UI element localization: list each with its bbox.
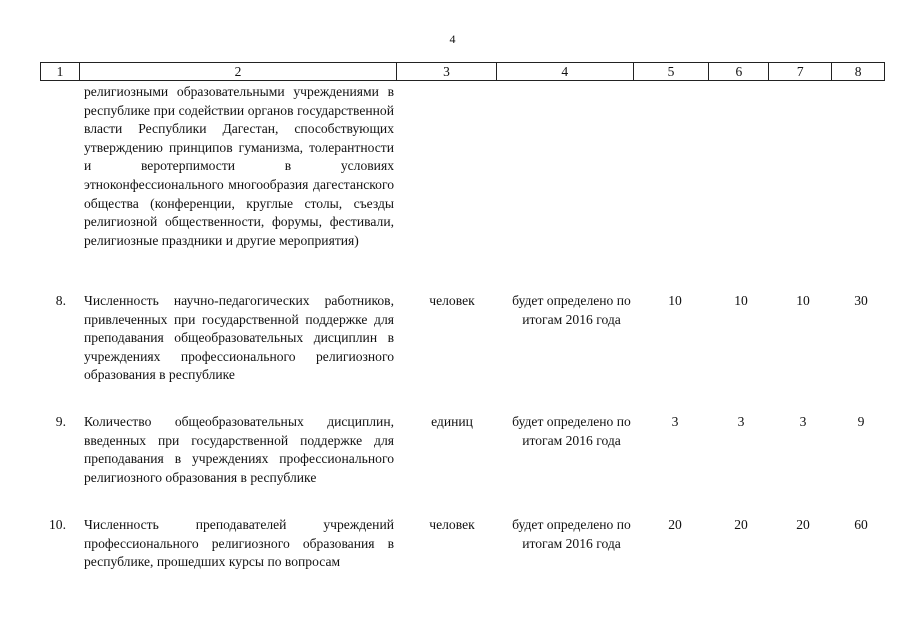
header-col-1: 1 [41, 63, 80, 80]
row-value-col5: 3 [671, 414, 679, 429]
row-value-col5: 10 [668, 293, 682, 308]
row-description: Численность преподавателей учреждений профессионального религиозного образования в республике, прошедших курсы по вопросам [84, 517, 394, 570]
table-header-row [40, 62, 885, 81]
row-note: будет определено по итогам 2016 года [512, 414, 631, 448]
row-value-col6: 10 [734, 293, 748, 308]
header-col-4: 4 [497, 63, 634, 80]
header-col-6: 6 [709, 63, 769, 80]
row-number: 9. [55, 414, 66, 429]
row-unit: человек [429, 293, 475, 308]
header-col-2: 2 [80, 63, 397, 80]
row-description: Численность научно-педагогических работников, привлеченных при государственной поддержке для преподавания общеобразовательных дисциплин в учреждениях профессионального религиозного образования в республике [84, 293, 394, 383]
header-col-5: 5 [634, 63, 710, 80]
row-value-col7: 20 [796, 517, 810, 532]
header-col-8: 8 [854, 64, 862, 79]
row-value-col5: 20 [668, 517, 682, 532]
row-value-col7: 3 [799, 414, 807, 429]
continuation-text: религиозными образовательными учреждениями в республике при содействии органов государственной власти Республики Дагестан, способствующих утверждению принципов гуманизма, толерантности и веротерпимости в условиях этноконфессионального многообразия дагестанского общества (конференции, круглые столы, съезды религиозной общественности, форумы, фестивали, религиозные праздники и другие мероприятия) [84, 84, 394, 248]
header-col-3: 3 [397, 63, 497, 80]
row-unit: человек [429, 517, 475, 532]
page-number: 4 [449, 32, 456, 46]
row-value-col8: 30 [854, 293, 868, 308]
row-note: будет определено по итогам 2016 года [512, 517, 631, 551]
row-description: Количество общеобразовательных дисциплин, введенных при государственной поддержке для преподавания в учреждениях профессионального религиозного образования в республике [84, 414, 394, 485]
header-col-7: 7 [769, 63, 832, 80]
row-value-col7: 10 [796, 293, 810, 308]
row-note: будет определено по итогам 2016 года [512, 293, 631, 327]
row-number: 10. [49, 517, 66, 532]
row-value-col8: 9 [857, 414, 865, 429]
row-value-col6: 3 [737, 414, 745, 429]
row-number: 8. [55, 293, 66, 308]
row-value-col8: 60 [854, 517, 868, 532]
row-unit: единиц [431, 414, 473, 429]
row-value-col6: 20 [734, 517, 748, 532]
